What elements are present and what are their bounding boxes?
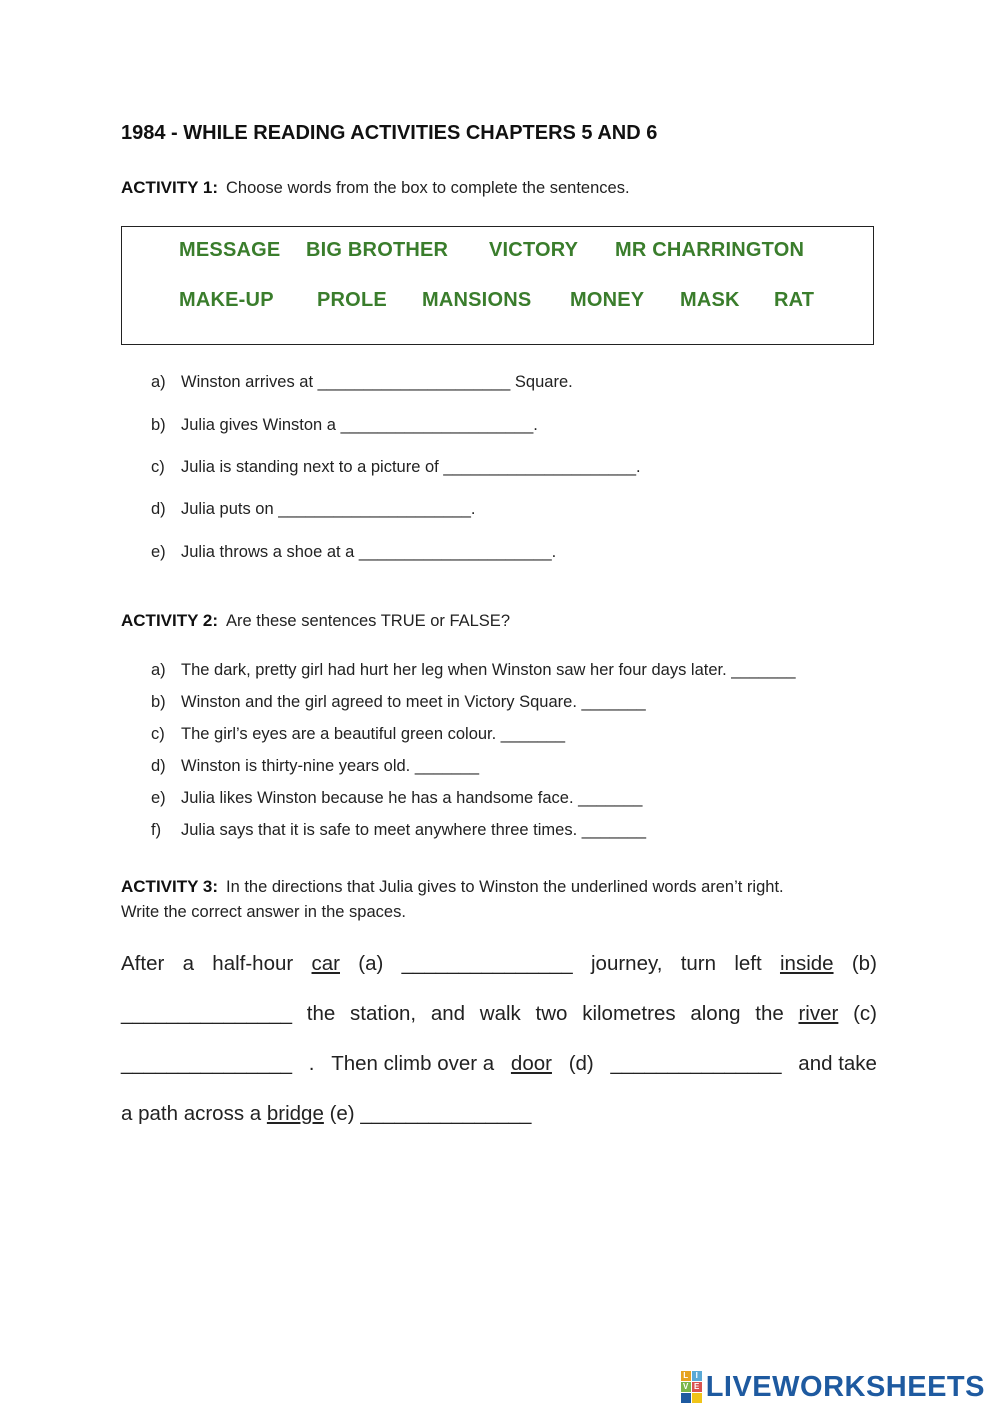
- paragraph-line-2: _______________ the station, and walk two kilometres along the river (c): [121, 1002, 877, 1025]
- activity2-item: d) Winston is thirty-nine years old. _______: [151, 757, 480, 775]
- activity3-heading: [121, 877, 784, 897]
- activity1-heading: [121, 178, 630, 198]
- paragraph-line-4: a path across a bridge (e) _______________: [121, 1102, 532, 1125]
- word-box-word: VICTORY: [489, 239, 579, 261]
- liveworksheets-logo[interactable]: [681, 1372, 985, 1402]
- blank-c[interactable]: _______________: [121, 1052, 293, 1075]
- activity2-item: e) Julia likes Winston because he has a handsome face. _______: [151, 789, 643, 807]
- underlined-word-car: car: [311, 952, 340, 975]
- activity1-item: d) Julia puts on _____________________.: [151, 500, 476, 518]
- underlined-word-river: river: [798, 1002, 839, 1025]
- blank-d[interactable]: _______________: [610, 1052, 782, 1075]
- activity1-item: a) Winston arrives at _____________________ Square.: [151, 373, 573, 391]
- word-box-word: PROLE: [317, 289, 387, 311]
- activity1-item: b) Julia gives Winston a _____________________.: [151, 416, 538, 434]
- paragraph-line-1: After a half-hour car (a) _______________ journey, turn left inside (b): [121, 952, 877, 975]
- liveworksheets-logo-icon: L I V E: [681, 1371, 702, 1403]
- word-box-word: MAKE-UP: [179, 289, 274, 311]
- blank-e[interactable]: (e) _______________: [329, 1102, 532, 1125]
- activity3-label: ACTIVITY 3:: [121, 877, 218, 896]
- activity2-instruction: Are these sentences TRUE or FALSE?: [225, 612, 510, 630]
- activity2-item: a) The dark, pretty girl had hurt her leg when Winston saw her four days later. _______: [151, 661, 796, 679]
- word-box-word: MASK: [680, 289, 740, 311]
- word-box-word: MR CHARRINGTON: [615, 239, 805, 261]
- activity1-label: ACTIVITY 1:: [121, 178, 218, 197]
- liveworksheets-logo-text: LIVEWORKSHEETS: [705, 1370, 985, 1403]
- word-box-word: RAT: [774, 289, 815, 311]
- underlined-word-door: door: [510, 1052, 552, 1075]
- activity3-instruction: In the directions that Julia gives to Winston the underlined words aren’t right.: [225, 878, 784, 896]
- blank-b[interactable]: _______________: [121, 1002, 293, 1025]
- activity1-item: e) Julia throws a shoe at a _____________________.: [151, 543, 557, 561]
- word-box-word: MONEY: [570, 289, 645, 311]
- word-box-word: MESSAGE: [179, 239, 281, 261]
- activity1-instruction: Choose words from the box to complete the sentences.: [225, 179, 630, 197]
- activity2-item: f) Julia says that it is safe to meet anywhere three times. _______: [151, 821, 646, 839]
- activity2-item: b) Winston and the girl agreed to meet in Victory Square. _______: [151, 693, 646, 711]
- blank-a[interactable]: _______________: [401, 952, 573, 975]
- word-box-word: MANSIONS: [422, 289, 532, 311]
- paragraph-line-3: _______________ . Then climb over a door (d) _______________ and take: [121, 1052, 877, 1075]
- activity2-label: ACTIVITY 2:: [121, 611, 218, 630]
- activity1-item: c) Julia is standing next to a picture of _____________________.: [151, 458, 641, 476]
- activity3-instruction-2: Write the correct answer in the spaces.: [121, 903, 406, 921]
- underlined-word-inside: inside: [779, 952, 834, 975]
- word-box: [121, 226, 874, 345]
- activity2-heading: [121, 611, 510, 631]
- page-title: 1984 - WHILE READING ACTIVITIES CHAPTERS 5 AND 6: [121, 122, 658, 144]
- activity2-item: c) The girl’s eyes are a beautiful green colour. _______: [151, 725, 566, 743]
- word-box-word: BIG BROTHER: [306, 239, 449, 261]
- underlined-word-bridge: bridge: [266, 1102, 324, 1125]
